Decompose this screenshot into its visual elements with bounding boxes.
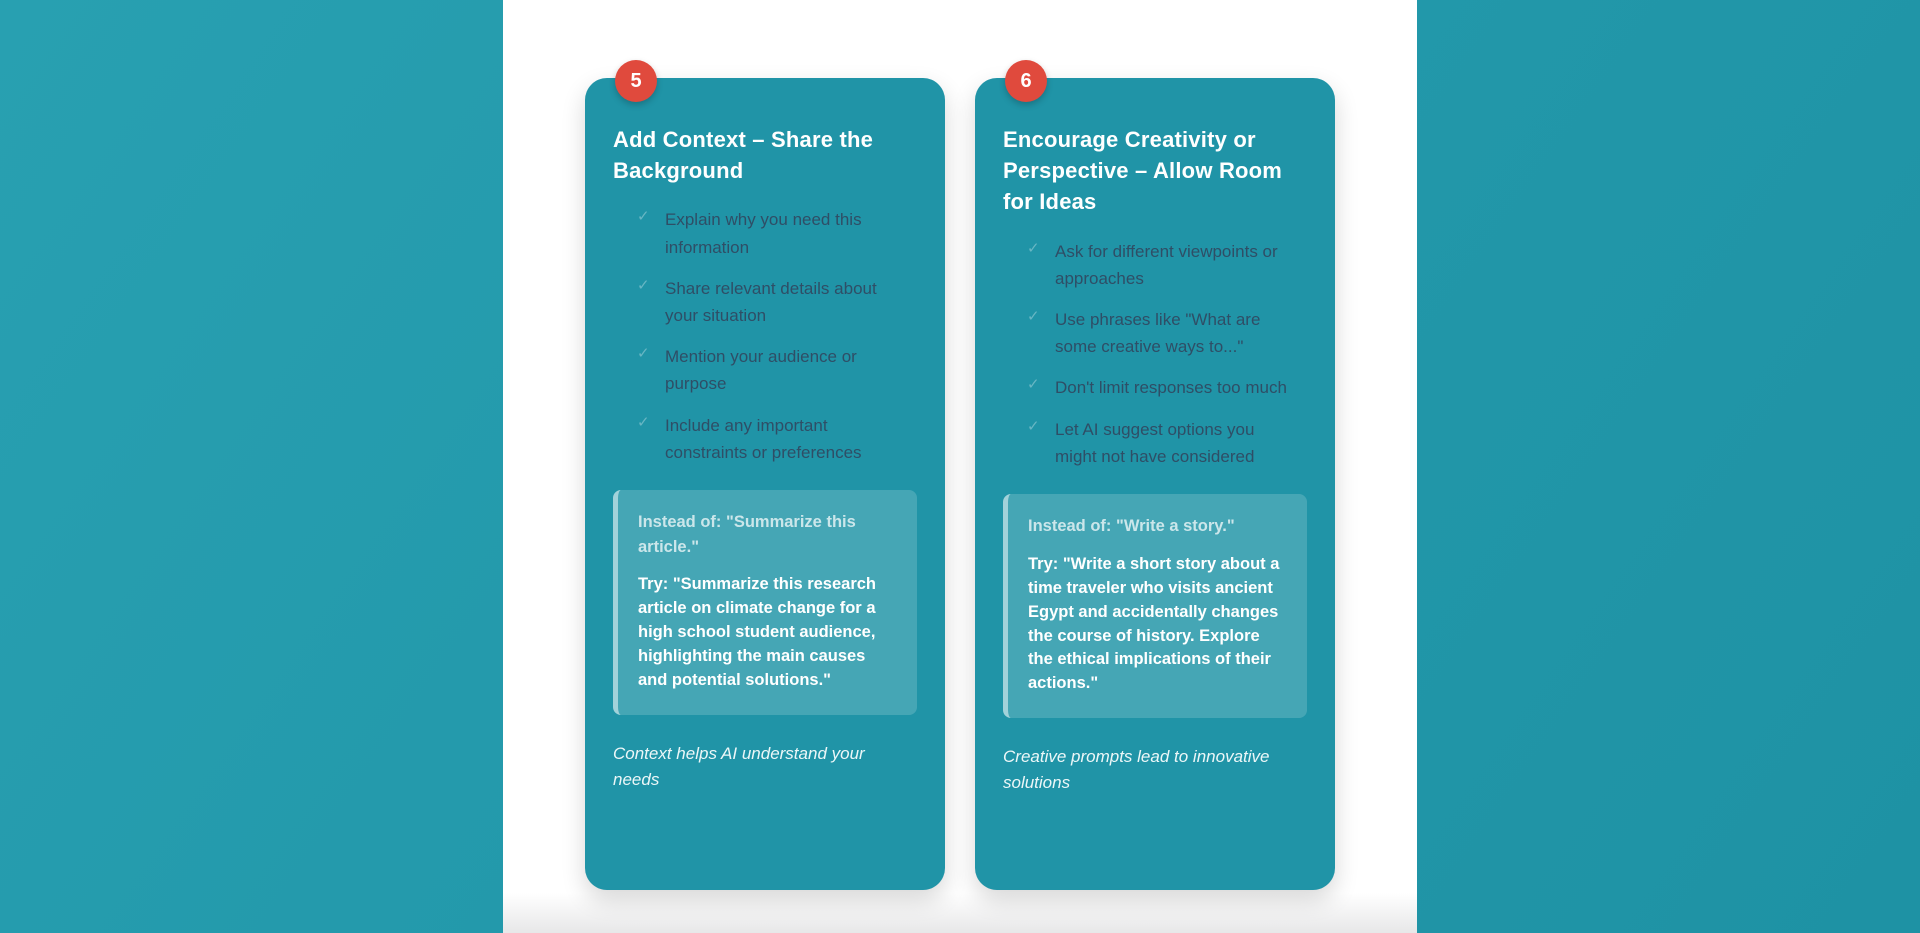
example-instead-text: Instead of: "Summarize this article." (638, 512, 856, 556)
example-box (613, 490, 917, 715)
checklist-item-text: Mention your audience or purpose (665, 347, 857, 394)
checklist (613, 206, 917, 466)
check-icon: ✓ (1027, 417, 1040, 435)
checklist-item-text: Explain why you need this information (665, 210, 862, 257)
check-icon: ✓ (637, 208, 650, 226)
tips-card-row (585, 69, 1335, 890)
card-note: Creative prompts lead to innovative solutions (1003, 747, 1270, 792)
check-icon: ✓ (637, 276, 650, 294)
panel-bottom-fade (503, 893, 1417, 933)
check-icon: ✓ (637, 345, 650, 363)
checklist-item (637, 275, 917, 329)
example-box (1003, 494, 1307, 718)
checklist-item (1027, 416, 1307, 470)
card-note: Context helps AI understand your needs (613, 744, 865, 789)
checklist-item (637, 206, 917, 260)
check-icon: ✓ (637, 413, 650, 431)
checklist (1003, 238, 1307, 470)
checklist-item-text: Don't limit responses too much (1055, 378, 1287, 398)
checklist-item (1027, 306, 1307, 360)
card-title: Add Context – Share the Background (613, 127, 874, 184)
checklist-item (1027, 374, 1307, 401)
checklist-item-text: Share relevant details about your situation (665, 278, 877, 326)
checklist-item-text: Let AI suggest options you might not have considered (1055, 419, 1255, 466)
checklist-item-text: Include any important constraints or preferences (665, 415, 862, 462)
tip-card-6 (975, 69, 1335, 890)
step-number: 6 (1020, 69, 1032, 92)
checklist-item-text: Use phrases like "What are some creative ways to..." (1055, 310, 1261, 357)
example-try-text: Try: "Write a short story about a time traveler who visits ancient Egypt and accidentally changes the course of history. Explore the ethical implications of their actions." (1028, 554, 1280, 693)
checklist-item-text: Ask for different viewpoints or approaches (1055, 241, 1278, 288)
check-icon: ✓ (1027, 239, 1040, 257)
step-number: 5 (630, 69, 642, 92)
checklist-item (1027, 238, 1307, 292)
example-try-text: Try: "Summarize this research article on climate change for a high school student audience, highlighting the main causes and potential solutions." (638, 575, 877, 690)
card-title: Encourage Creativity or Perspective – Allow Room for Ideas (1003, 127, 1283, 215)
check-icon: ✓ (1027, 308, 1040, 326)
tip-card-5 (585, 69, 945, 890)
example-instead-text: Instead of: "Write a story." (1028, 517, 1235, 536)
check-icon: ✓ (1027, 376, 1040, 394)
checklist-item (637, 412, 917, 466)
step-number-badge (615, 60, 657, 102)
checklist-item (637, 343, 917, 397)
step-number-badge (1005, 60, 1047, 102)
